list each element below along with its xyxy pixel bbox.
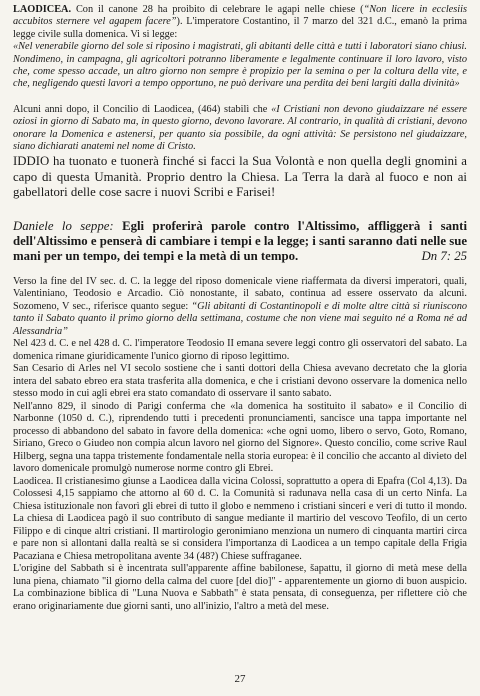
paragraph-riposo: Verso la fine del IV sec. d. C. la legge del riposo domenicale viene riaffermata da diversi imperatori, quali, Valentiniano, Teodosio e Arcadio. Ciò nonostante, il sabato, continua ad essere osservato da alcuni. Sozomeno, V sec., riferisce quanto segue: “Gli abitanti di Costantinopoli e di molte altre città si riuniscono tanto il Sabato quanto il primo giorno della settimana, costume che non viene mai seguito né a Roma né ad Alessandria” bbox=[13, 275, 467, 337]
paragraph-parigi: Nell'anno 829, il sinodo di Parigi conferma che «la domenica ha sostituito il sabato» e il Concilio di Narbonne (1050 d. C.), riprendendo tutti i precedenti pronunciamenti, sancisce una tappa importante nel processo di abbandono del sabato in favore della domenica: «che ogni uomo, libero o servo, Goto, Romano, Siriano, Greco o Giudeo non compia alcun lavoro nel giorno del Signore». Questo concilio, come scrive Raul Hilberg, segna una tappa tristemente fondamentale nella storia europea: è il concilio che accanto al divieto del lavoro domenicale promulgò numerose norme contro gli Ebrei. bbox=[13, 400, 467, 475]
paragraph-sabbath: L'origine del Sabbath si è incentrata sull'apparente affine babilonese, šapattu, il giorno di metà mese della luna piena, chiamato "il giorno della calma del cuore [del dio]" - apparentemente un giorno di buon auspicio. La combinazione biblica di "Luna Nuova e Sabbath" è stata pensata, di conseguenza, per riflettere ciò che erano originariamente due giorni santi, uno all'inizio, l'altro a metà del mese. bbox=[13, 563, 467, 612]
daniel-quote bbox=[13, 219, 467, 264]
paragraph-iddio: IDDIO ha tuonato e tuonerà finché si facci la Sua Volontà e non quella degli gnomini a capo di questa Umanità. Proprio dentro la Chiesa. La Terra la darà al fuoco e non ai gabellatori delle cose sacre i nuovi Scribi e Farisei! bbox=[13, 154, 467, 200]
section-label: LAODICEA. bbox=[13, 4, 72, 15]
daniel-lead: Daniele lo seppe: bbox=[13, 218, 114, 233]
daniel-text: Egli proferirà parole contro l'Altissimo, affliggerà i santi dell'Altissimo e penserà di cambiare i tempi e la legge; i santi saranno dati nelle sue mani per un tempo, dei tempi e la metà di un tempo. bbox=[13, 218, 467, 263]
page-number: 27 bbox=[234, 673, 246, 685]
sozomeno-quote: “Gli abitanti di Costantinopoli e di molte altre città si riuniscono tanto il Sabato quanto il primo giorno della settimana, costume che non viene mai seguito né a Roma né ad Alessandria” bbox=[13, 300, 467, 337]
body-section bbox=[13, 276, 467, 614]
paragraph-laodicea: Laodicea. Il cristianesimo giunse a Laodicea dalla vicina Colossi, soprattutto a opera di Epafra (Col 4,13). Da Colossesi 4,15 sappiamo che attorno al 60 d. C. la Comunità si radunava nella casa di un certo Ninfa. La Chiesa istituzionale non favorì gli ebrei di tutto il globo e nemmeno i cristiani sinceri e veri di tutto il mondo. La chiesa di Laodicea pagò il suo contributo di sangue mediante il martirio del vescovo Teofilo, di un certo Filippo e di cinque altri cristiani. Il martirologio geronimiano menziona un numero di cinquanta martiri circa e pare non si allontani dalla realtà se si considera l'importanza di Laodicea a un tempo capitale della Frigia Pacaziana e Chiesa metropolitana avente 34 (48?) Chiese suffraganee. bbox=[13, 475, 467, 562]
latin-quote: “Non licere in ecclesiis accubitos sternere vel agapem facere” bbox=[13, 4, 467, 28]
paragraph-council-laodicea: Alcuni anni dopo, il Concilio di Laodicea, (464) stabilì che «I Cristiani non devono giudaizzare né essere oziosi in giorno di Sabato ma, in questo giorno, devono lavorare. Al contrario, in qualità di cristiani, devono onorare la Domenica e astenersi, per quanto sia possibile, da ogni attività: Se persistono nel giudaizzare, siano dichiarati anatemi nel nome di Cristo. bbox=[13, 103, 467, 153]
paragraph-teodosio: Nel 423 d. C. e nel 428 d. C. l'imperatore Teodosio II emana severe leggi contro gli osservatori del sabato. La domenica rimane giuridicamente l'unico giorno di riposo legittimo. bbox=[13, 338, 467, 362]
council-quote: «I Cristiani non devono giudaizzare né essere oziosi in giorno di Sabato ma, in questo giorno, devono lavorare. Al contrario, in qualità di cristiani, devono onorare la Domenica e astenersi, per quanto sia possibile, da ogni attività: Se persistono nel giudaizzare, siano dichiarati anatemi nel nome di Cristo. bbox=[13, 103, 467, 153]
quote-constantine: «Nel venerabile giorno del sole si riposino i magistrati, gli abitanti delle città e tutti i laboratori siano chiusi. Nondimeno, in campagna, gli agricoltori potranno liberamente e legalmente continuare il loro lavoro, visto che, come spesso accade, un altro giorno non sempre è propizio per la semina o per la coltura della vite, e che, negligendo questi lavori a tempo opportuno, ne può derivare una perdita dei beni largiti dalla divinità» bbox=[13, 41, 467, 90]
paragraph-laodicea-canon: LAODICEA. Con il canone 28 ha proibito di celebrare le agapi nelle chiese (“Non licere in ecclesiis accubitos sternere vel agapem facere”). L'imperatore Costantino, il 7 marzo del 321 d.C., emanò la prima legge civile sulla domenica. Vi si legge: bbox=[13, 4, 467, 40]
daniel-reference: Dn 7: 25 bbox=[421, 248, 467, 263]
paragraph-cesario: San Cesario di Arles nel VI secolo sostiene che i santi dottori della Chiesa avevano decretato che la gloria intera del sabato ebreo era stata trasferita alla domenica, e che i cristiani devono osservare la domenica nello stesso modo in cui agli ebrei era stato comandato di osservare il santo sabato. bbox=[13, 363, 467, 400]
